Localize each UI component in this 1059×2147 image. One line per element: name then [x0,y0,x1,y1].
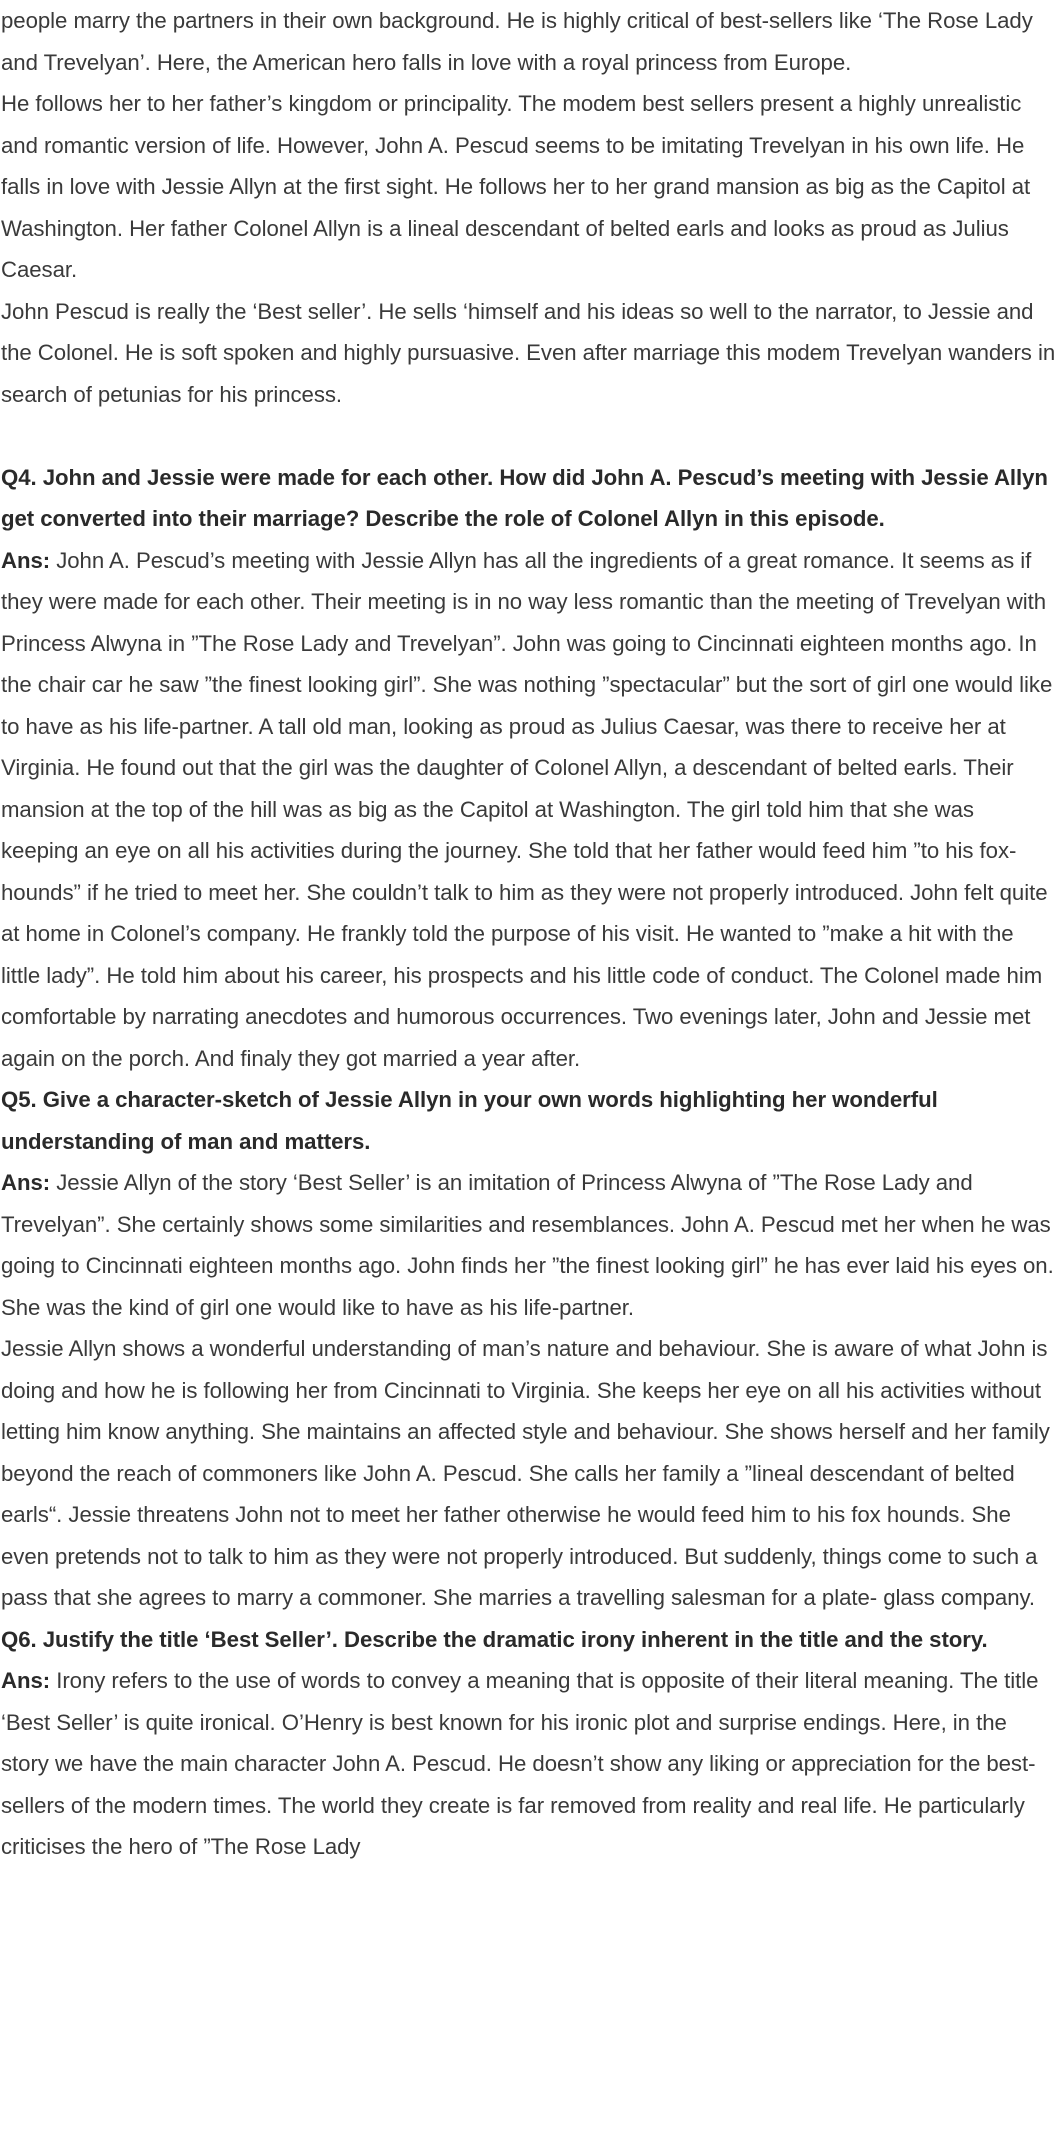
answer-paragraph [1,540,1057,1080]
answer-label: Ans: [1,1668,51,1693]
answer-text: Jessie Allyn of the story ‘Best Seller’ is an imitation of Princess Alwyna of ”The Rose Lady and Trevelyan”. She certainly shows some similarities and resemblances. John A. Pescud met her when he was going to Cincinnati eighteen months ago. John finds her ”the finest looking girl” he has ever laid his eyes on. She was the kind of girl one would like to have as his life-partner. [1,1170,1054,1320]
body-paragraph: He follows her to her father’s kingdom or principality. The modem best sellers present a highly unrealistic and romantic version of life. However, John A. Pescud seems to be imitating Trevelyan in his own life. He falls in love with Jessie Allyn at the first sight. He follows her to her grand mansion as big as the Capitol at Washington. Her father Colonel Allyn is a lineal descendant of belted earls and looks as proud as Julius Caesar. [1,91,1031,282]
question-heading: Q6. Justify the title ‘Best Seller’. Describe the dramatic irony inherent in the title and the story. [1,1626,988,1652]
body-paragraph: John Pescud is really the ‘Best seller’. He sells ‘himself and his ideas so well to the narrator, to Jessie and the Colonel. He is soft spoken and highly pursuasive. Even after marriage this modem Trevelyan wanders in search of petunias for his princess. [1,298,1056,407]
body-paragraph: Jessie Allyn shows a wonderful understanding of man’s nature and behaviour. She is aware of what John is doing and how he is following her from Cincinnati to Virginia. She keeps her eye on all his activities without letting him know anything. She maintains an affected style and behaviour. She shows herself and her family beyond the reach of commoners like John A. Pescud. She calls her family a ”lineal descendant of belted earls“. Jessie threatens John not to meet her father otherwise he would feed him to his fox hounds. She even pretends not to talk to him as they were not properly introduced. But suddenly, things come to such a pass that she agrees to marry a commoner. She marries a travelling salesman for a plate- glass company. [1,1336,1050,1610]
paragraph-gap [1,415,1057,457]
answer-label: Ans: [1,547,51,573]
answer-label: Ans: [1,1170,51,1195]
body-paragraph: people marry the partners in their own background. He is highly critical of best-sellers like ‘The Rose Lady and Trevelyan’. Here, the American hero falls in love with a royal princess from Europe. [1,8,1033,75]
question-heading: Q5. Give a character-sketch of Jessie Allyn in your own words highlighting her wonderful understanding of man and matters. [1,1087,938,1154]
answer-paragraph [1,1660,1057,1868]
question-heading: Q4. John and Jessie were made for each other. How did John A. Pescud’s meeting with Jessie Allyn get converted into their marriage? Describe the role of Colonel Allyn in this episode. [1,464,1048,531]
answer-text: John A. Pescud’s meeting with Jessie Allyn has all the ingredients of a great romance. It seems as if they were made for each other. Their meeting is in no way less romantic than the meeting of Trevelyan with Princess Alwyna in ”The Rose Lady and Trevelyan”. John was going to Cincinnati eighteen months ago. In the chair car he saw ”the finest looking girl”. She was nothing ”spectacular” but the sort of girl one would like to have as his life-partner. A tall old man, looking as proud as Julius Caesar, was there to receive her at Virginia. He found out that the girl was the daughter of Colonel Allyn, a descendant of belted earls. Their mansion at the top of the hill was as big as the Capitol at Washington. The girl told him that she was keeping an eye on all his activities during the journey. She told that her father would feed him ”to his fox-hounds” if he tried to meet her. She couldn’t talk to him as they were not properly introduced. John felt quite at home in Colonel’s company. He frankly told the purpose of his visit. He wanted to ”make a hit with the little lady”. He told him about his career, his prospects and his little code of conduct. The Colonel made him comfortable by narrating anecdotes and humorous occurrences. Two evenings later, John and Jessie met again on the porch. And finaly they got married a year after. [1,547,1053,1071]
answer-paragraph [1,1162,1057,1328]
answer-text: Irony refers to the use of words to convey a meaning that is opposite of their literal meaning. The title ‘Best Seller’ is quite ironical. O’Henry is best known for his ironic plot and surprise endings. Here, in the story we have the main character John A. Pescud. He doesn’t show any liking or appreciation for the best-sellers of the modern times. The world they create is far removed from reality and real life. He particularly criticises the hero of ”The Rose Lady [1,1668,1039,1859]
